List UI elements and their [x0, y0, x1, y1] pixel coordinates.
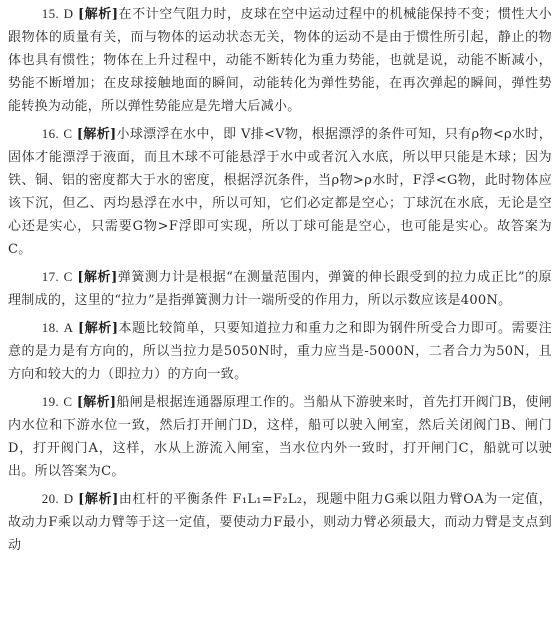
- analysis-tag: [解析]: [77, 270, 118, 285]
- analysis-tag: [解析]: [78, 321, 119, 336]
- item-number: 17.: [41, 269, 59, 284]
- explanation-item-17: [8, 265, 552, 312]
- item-answer: C: [63, 269, 73, 284]
- item-text: 由杠杆的平衡条件 F₁L₁=F₂L₂，现题中阻力G乘以阻力臂OA为一定值，故动力F乘以动力臂等于这一定值，要使动力F最小，则动力臂必须最大，而动力臂是支点到动: [8, 492, 552, 553]
- item-answer: C: [63, 394, 73, 409]
- item-answer: D: [63, 491, 74, 506]
- explanation-item-15: [8, 2, 552, 118]
- item-number: 15.: [41, 6, 59, 21]
- explanation-item-16: [8, 122, 552, 261]
- item-number: 18.: [41, 320, 59, 335]
- item-text: 船闸是根据连通器原理工作的。当船从下游驶来时，首先打开阀门B，使闸内水位和下游水位一致，然后打开闸门D，这样，船可以驶入闸室，然后关闭阀门B、闸门D，打开阀门A，这样，水从上游流入闸室，当水位内外一致时，打开闸门C，船就可以驶出。所以答案为C。: [8, 395, 553, 479]
- item-text: 小球漂浮在水中，即 V排<V物，根据漂浮的条件可知，只有ρ物<ρ水时，固体才能漂浮于液面，而且木球不可能悬浮于水中或者沉入水底，所以甲只能是木球；因为铁、铜、铝的密度都大于水的密度，根据浮沉条件，当ρ物>ρ水时，F浮<G物，此时物体应该下沉，但乙、丙均悬浮在水中，所以可知，它们必定都是空心；丁球沉在水底，无论是空心还是实心，只需要G物>F浮即可实现，所以丁球可能是空心，也可能是实心。故答案为C。: [8, 127, 552, 257]
- item-number: 19.: [41, 394, 59, 409]
- item-number: 20.: [41, 491, 59, 506]
- analysis-tag: [解析]: [78, 7, 119, 22]
- analysis-tag: [解析]: [76, 127, 117, 142]
- item-text: 本题比较简单，只要知道拉力和重力之和即为钢件所受合力即可。需要注意的是力是有方向的，所以当拉力是5050N时，重力应当是-5000N，二者合力为50N，且方向和较大的力（即拉力）的方向一致。: [8, 321, 552, 382]
- explanation-item-18: [8, 316, 552, 386]
- item-answer: D: [63, 6, 74, 21]
- item-number: 16.: [41, 126, 59, 141]
- analysis-tag: [解析]: [76, 395, 117, 410]
- item-text: 弹簧测力计是根据“在测量范围内，弹簧的伸长跟受到的拉力成正比”的原理制成的，这里的“拉力”是指弹簧测力计一端所受的作用力，所以示数应该是400N。: [8, 270, 552, 308]
- item-answer: A: [63, 320, 74, 335]
- item-answer: C: [63, 126, 73, 141]
- analysis-tag: [解析]: [78, 492, 119, 507]
- item-text: 在不计空气阻力时，皮球在空中运动过程中的机械能保持不变；惯性大小跟物体的质量有关，而与物体的运动状态无关，物体的运动不是由于惯性所引起，静止的物体也具有惯性；物体在上升过程中，动能不断转化为重力势能，也就是说，动能不断减小，势能不断增加；在皮球接触地面的瞬间，动能转化为弹性势能，在再次弹起的瞬间，弹性势能转换为动能，所以弹性势能应是先增大后减小。: [8, 7, 552, 114]
- explanation-item-19: [8, 390, 552, 483]
- explanation-item-20: [8, 487, 552, 557]
